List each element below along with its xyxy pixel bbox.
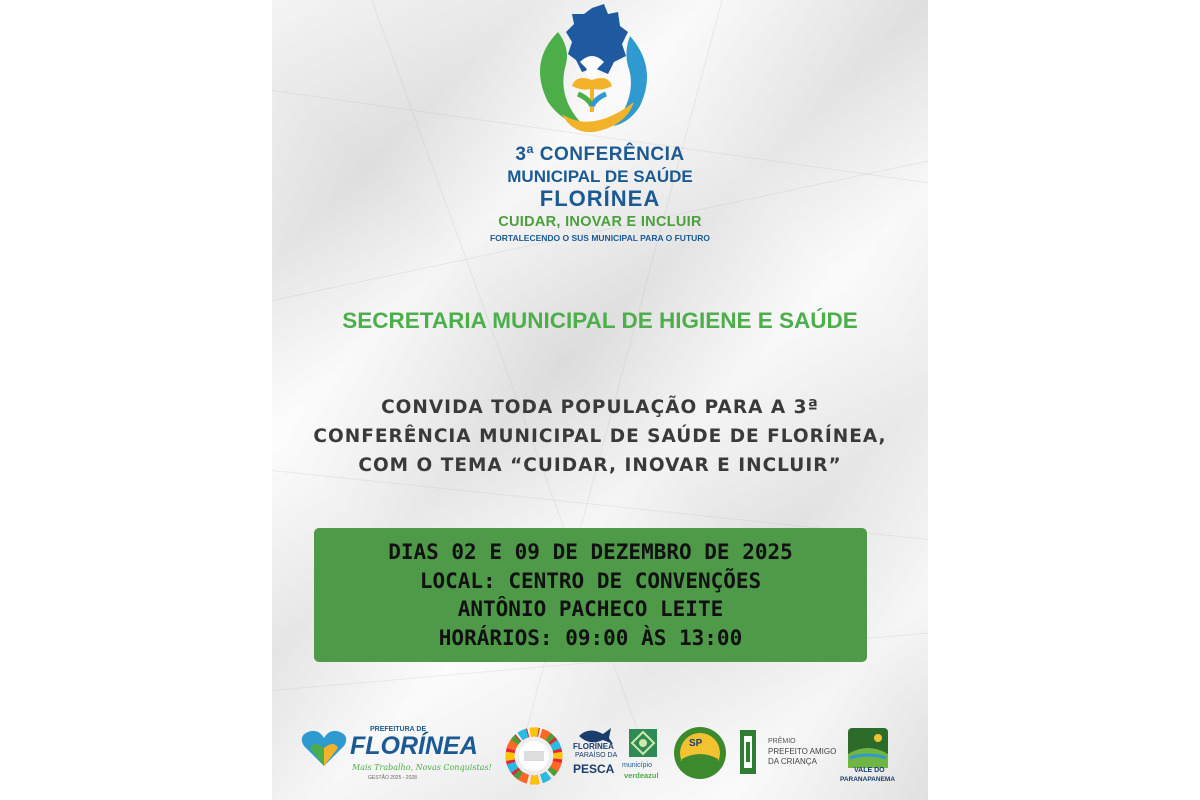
- premio-line2: PREFEITO AMIGO: [768, 747, 837, 756]
- prefeitura-slogan: Mais Trabalho, Novas Conquistas!: [352, 763, 492, 772]
- prefeitura-name: FLORÍNEA: [350, 732, 478, 760]
- conference-city: FLORÍNEA: [539, 186, 661, 211]
- pesca-line2: PARAÍSO DA: [575, 752, 618, 759]
- conference-subtitle: FORTALECENDO O SUS MUNICIPAL PARA O FUTURO: [489, 233, 711, 243]
- ods-ring-icon: [504, 726, 564, 786]
- event-details-box: [314, 528, 867, 662]
- prefeitura-heart-icon: [300, 728, 348, 768]
- invitation-line1: CONVIDA TODA POPULAÇÃO PARA A 3ª: [381, 397, 819, 418]
- verdeazul-line2: verdeazul: [624, 771, 659, 780]
- verdeazul-icon: [628, 728, 658, 758]
- conference-title-line2: MUNICIPAL DE SAÚDE: [507, 167, 693, 186]
- pesca-line3: PESCA: [573, 762, 615, 776]
- invitation-line2: CONFERÊNCIA MUNICIPAL DE SAÚDE DE FLORÍNEA,: [313, 426, 887, 447]
- event-hours: HORÁRIOS: 09:00 ÀS 13:00: [438, 625, 743, 650]
- vale-line1: VALE DO: [854, 767, 885, 774]
- conference-logo-icon: [522, 2, 662, 140]
- verdeazul-line1: município: [622, 762, 652, 769]
- footer-logos: [272, 722, 928, 792]
- vale-line2: PARANAPANEMA: [840, 776, 896, 783]
- prefeitura-gestao: GESTÃO 2025 - 2028: [368, 775, 417, 781]
- invitation-line3: COM O TEMA “CUIDAR, INOVAR E INCLUIR”: [358, 455, 842, 476]
- vale-paranapanema-icon: [848, 728, 888, 768]
- conference-title-line1: 3ª CONFERÊNCIA: [515, 144, 685, 165]
- premio-line1: PRÊMIO: [768, 738, 796, 745]
- invitation-text: [272, 393, 928, 480]
- conference-theme: CUIDAR, INOVAR E INCLUIR: [498, 214, 702, 230]
- poster: [272, 0, 928, 800]
- event-location-line2: ANTÔNIO PACHECO LEITE: [457, 597, 724, 621]
- sp-label: SP: [689, 738, 703, 749]
- premio-line3: DA CRIANÇA: [768, 757, 817, 766]
- premio-icon: [740, 730, 756, 774]
- event-location-line1: LOCAL: CENTRO DE CONVENÇÕES: [419, 568, 762, 593]
- sp-seal-icon: [672, 725, 728, 781]
- pesca-line1: FLORÍNEA: [573, 742, 614, 751]
- prefeitura-label: PREFEITURA DE: [370, 726, 427, 733]
- secretaria-heading: SECRETARIA MUNICIPAL DE HIGIENE E SAÚDE: [342, 308, 858, 333]
- event-dates: DIAS 02 E 09 DE DEZEMBRO DE 2025: [388, 540, 793, 564]
